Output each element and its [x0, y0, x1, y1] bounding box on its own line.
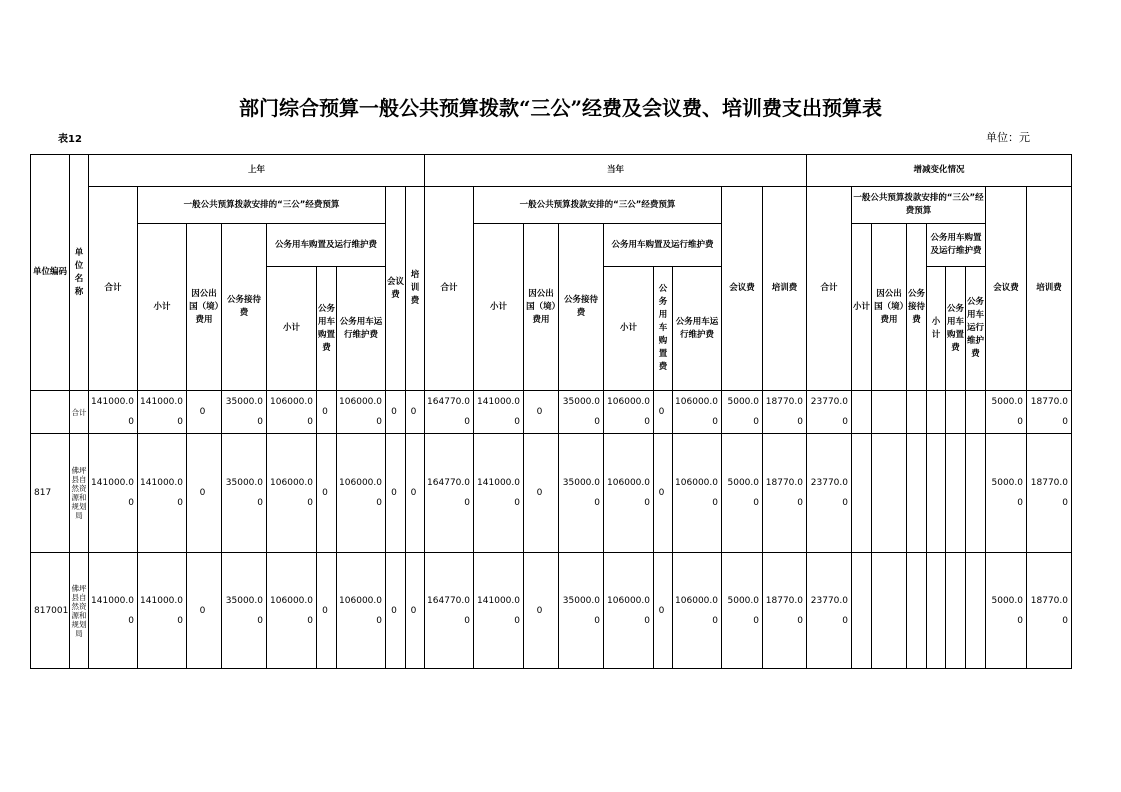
change-value-cell — [907, 553, 927, 669]
header-change-reception: 公务接待费 — [907, 224, 927, 391]
unit-code-cell: 817 — [31, 434, 70, 553]
header-change-subtotal: 小计 — [852, 224, 872, 391]
change-value-cell — [907, 434, 927, 553]
curr-value-cell: 5000.00 — [722, 391, 763, 434]
change-value-cell — [927, 434, 946, 553]
unit-label: 单位：元 — [986, 131, 1030, 144]
prev-value-cell: 0 — [317, 434, 337, 553]
change-value-cell — [907, 391, 927, 434]
prev-value-cell: 106000.00 — [337, 391, 386, 434]
curr-value-cell: 35000.00 — [559, 434, 604, 553]
prev-value-cell: 0 — [187, 434, 222, 553]
prev-value-cell: 0 — [406, 553, 425, 669]
curr-value-cell: 18770.00 — [763, 434, 807, 553]
prev-value-cell: 35000.00 — [222, 553, 267, 669]
curr-value-cell: 18770.00 — [763, 391, 807, 434]
budget-table — [30, 154, 1072, 669]
page-title: 部门综合预算一般公共预算拨款“三公”经费及会议费、培训费支出预算表 — [238, 96, 882, 120]
header-curr-vehicle-buy: 公务用车购置费 — [654, 267, 673, 391]
header-change-vehicle-buy: 公务用车购置费 — [946, 267, 966, 391]
prev-value-cell: 0 — [406, 434, 425, 553]
prev-value-cell: 141000.00 — [138, 553, 187, 669]
prev-value-cell: 106000.00 — [337, 553, 386, 669]
prev-value-cell: 0 — [187, 391, 222, 434]
change-value-cell: 5000.00 — [986, 553, 1027, 669]
change-value-cell: 5000.00 — [986, 391, 1027, 434]
change-value-cell — [872, 391, 907, 434]
change-value-cell — [852, 553, 872, 669]
table-row — [31, 391, 1072, 434]
prev-value-cell: 141000.00 — [89, 391, 138, 434]
change-value-cell — [852, 391, 872, 434]
curr-value-cell: 0 — [524, 434, 559, 553]
prev-value-cell: 0 — [317, 391, 337, 434]
header-curr-vehicle-run: 公务用车运行维护费 — [673, 267, 722, 391]
prev-value-cell: 0 — [386, 391, 406, 434]
change-value-cell — [966, 391, 986, 434]
change-value-cell — [966, 553, 986, 669]
header-curr-sangong: 一般公共预算拨款安排的“三公”经费预算 — [474, 187, 722, 224]
header-curr-abroad: 因公出国（境）费用 — [524, 224, 559, 391]
curr-value-cell: 141000.00 — [474, 434, 524, 553]
header-curr-training: 培训费 — [763, 187, 807, 391]
header-curr-vehicle: 公务用车购置及运行维护费 — [604, 224, 722, 267]
change-value-cell — [946, 391, 966, 434]
header-change-abroad: 因公出国（境）费用 — [872, 224, 907, 391]
change-value-cell: 18770.00 — [1027, 434, 1072, 553]
curr-value-cell: 0 — [654, 553, 673, 669]
prev-value-cell: 141000.00 — [89, 434, 138, 553]
header-curr-total: 合计 — [425, 187, 474, 391]
change-value-cell — [927, 553, 946, 669]
curr-value-cell: 106000.00 — [604, 391, 654, 434]
header-curr-vehicle-subtotal: 小计 — [604, 267, 654, 391]
header-change-vehicle-run: 公务用车运行维护费 — [966, 267, 986, 391]
change-value-cell — [946, 434, 966, 553]
header-prev-abroad: 因公出国（境）费用 — [187, 224, 222, 391]
curr-value-cell: 5000.00 — [722, 434, 763, 553]
header-prev-total: 合计 — [89, 187, 138, 391]
prev-value-cell: 0 — [187, 553, 222, 669]
header-unit-name: 单位名称 — [70, 155, 89, 391]
prev-value-cell: 106000.00 — [337, 434, 386, 553]
prev-value-cell: 106000.00 — [267, 434, 317, 553]
header-change-total: 合计 — [807, 187, 852, 391]
change-value-cell: 23770.00 — [807, 553, 852, 669]
header-prev-vehicle-buy: 公务用车购置费 — [317, 267, 337, 391]
curr-value-cell: 0 — [654, 434, 673, 553]
prev-value-cell: 35000.00 — [222, 434, 267, 553]
prev-value-cell: 0 — [317, 553, 337, 669]
curr-value-cell: 5000.00 — [722, 553, 763, 669]
prev-value-cell: 0 — [406, 391, 425, 434]
header-change-vehicle: 公务用车购置及运行维护费 — [927, 224, 986, 267]
prev-value-cell: 141000.00 — [89, 553, 138, 669]
change-value-cell: 5000.00 — [986, 434, 1027, 553]
header-change-training: 培训费 — [1027, 187, 1072, 391]
prev-value-cell: 106000.00 — [267, 553, 317, 669]
change-value-cell — [927, 391, 946, 434]
header-curr-reception: 公务接待费 — [559, 224, 604, 391]
unit-code-cell: 817001 — [31, 553, 70, 669]
curr-value-cell: 0 — [524, 391, 559, 434]
change-value-cell — [966, 434, 986, 553]
table-body — [31, 391, 1072, 669]
header-prev-meeting: 会议费 — [386, 187, 406, 391]
prev-value-cell: 106000.00 — [267, 391, 317, 434]
curr-value-cell: 18770.00 — [763, 553, 807, 669]
change-value-cell: 23770.00 — [807, 391, 852, 434]
change-value-cell: 23770.00 — [807, 434, 852, 553]
change-value-cell — [872, 434, 907, 553]
unit-name-cell: 佛坪县自然资源和规划局 — [70, 434, 89, 553]
header-change-sangong: 一般公共预算拨款安排的“三公”经费预算 — [852, 187, 986, 224]
header-prev-training: 培训费 — [406, 187, 425, 391]
curr-value-cell: 106000.00 — [673, 391, 722, 434]
table-number: 表12 — [58, 134, 82, 145]
change-value-cell — [852, 434, 872, 553]
table-row — [31, 553, 1072, 669]
curr-value-cell: 106000.00 — [673, 434, 722, 553]
header-curr-meeting: 会议费 — [722, 187, 763, 391]
header-prev-sangong: 一般公共预算拨款安排的“三公”经费预算 — [138, 187, 386, 224]
unit-code-cell — [31, 391, 70, 434]
curr-value-cell: 0 — [524, 553, 559, 669]
curr-value-cell: 164770.00 — [425, 553, 474, 669]
header-prev-vehicle: 公务用车购置及运行维护费 — [267, 224, 386, 267]
unit-name-cell: 佛坪县自然资源和规划局 — [70, 553, 89, 669]
change-value-cell — [872, 553, 907, 669]
prev-value-cell: 35000.00 — [222, 391, 267, 434]
header-change: 增减变化情况 — [807, 155, 1072, 187]
table-row — [31, 434, 1072, 553]
header-change-meeting: 会议费 — [986, 187, 1027, 391]
prev-value-cell: 141000.00 — [138, 434, 187, 553]
header-curr-subtotal: 小计 — [474, 224, 524, 391]
prev-value-cell: 141000.00 — [138, 391, 187, 434]
header-prev-vehicle-subtotal: 小计 — [267, 267, 317, 391]
prev-value-cell: 0 — [386, 553, 406, 669]
curr-value-cell: 35000.00 — [559, 553, 604, 669]
header-prev-subtotal: 小计 — [138, 224, 187, 391]
curr-value-cell: 106000.00 — [673, 553, 722, 669]
curr-value-cell: 106000.00 — [604, 553, 654, 669]
change-value-cell: 18770.00 — [1027, 391, 1072, 434]
header-prev-vehicle-run: 公务用车运行维护费 — [337, 267, 386, 391]
header-change-vehicle-subtotal: 小计 — [927, 267, 946, 391]
header-prev-year: 上年 — [89, 155, 425, 187]
prev-value-cell: 0 — [386, 434, 406, 553]
curr-value-cell: 35000.00 — [559, 391, 604, 434]
change-value-cell: 18770.00 — [1027, 553, 1072, 669]
curr-value-cell: 141000.00 — [474, 553, 524, 669]
header-prev-reception: 公务接待费 — [222, 224, 267, 391]
unit-name-cell: 合计 — [70, 391, 89, 434]
curr-value-cell: 141000.00 — [474, 391, 524, 434]
curr-value-cell: 106000.00 — [604, 434, 654, 553]
header-unit-code: 单位编码 — [31, 155, 70, 391]
curr-value-cell: 164770.00 — [425, 391, 474, 434]
curr-value-cell: 0 — [654, 391, 673, 434]
header-curr-year: 当年 — [425, 155, 807, 187]
curr-value-cell: 164770.00 — [425, 434, 474, 553]
change-value-cell — [946, 553, 966, 669]
